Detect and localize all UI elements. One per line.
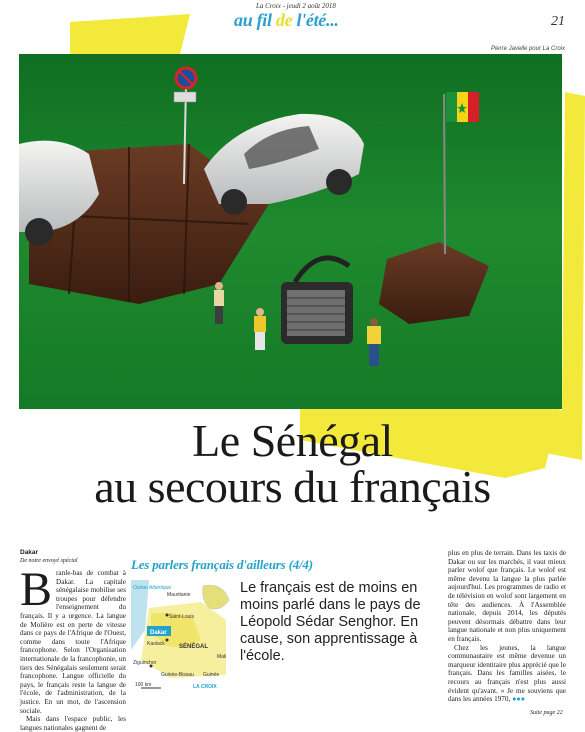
logo-part-2: de <box>275 10 297 30</box>
body-paragraph: Mais dans l'espace public, les langues nationales gagnent de <box>20 715 126 732</box>
continuation-note: Suite page 22 <box>530 710 563 716</box>
body-column-1 <box>20 563 126 732</box>
photo-credit: Pierre Javelle pour La Croix <box>490 46 565 52</box>
map-label-dakar: Dakar <box>150 630 167 636</box>
senegal-map <box>131 580 234 692</box>
main-photo <box>19 54 562 409</box>
series-title-text: Les parlers français d'ailleurs <box>131 557 289 572</box>
map-label-guinee-bissau: Guinée-Bissau <box>161 672 194 678</box>
map-label-ziguinchor: Ziguinchor <box>133 660 157 666</box>
headline-line-2: au secours du français <box>94 461 491 512</box>
map-label-ocean: Océan Atlantique <box>133 585 172 591</box>
page-number: 21 <box>551 14 565 29</box>
article-deck: Le français est de moins en moins parlé dans le pays de Léopold Sédar Senghor. En cause, son apprentissage à l'école. <box>240 580 421 664</box>
map-label-kaolack: Kaolack <box>147 641 165 647</box>
map-label-guinee: Guinée <box>203 672 220 678</box>
map-label-senegal: SÉNÉGAL <box>179 644 209 650</box>
headline-line-1: Le Sénégal <box>192 415 393 466</box>
map-label-mauritanie: Mauritanie <box>167 592 191 598</box>
headline <box>0 415 585 512</box>
byline-place: Dakar <box>20 549 39 556</box>
logo-part-1: au fil <box>234 10 276 30</box>
body-column-3 <box>448 549 566 710</box>
map-credit: LA CROIX <box>193 684 217 690</box>
header-meta: La Croix - jeudi 2 août 2018 <box>256 2 336 10</box>
section-logo <box>234 10 339 31</box>
map-label-mali: Mali <box>217 654 227 660</box>
series-title <box>131 557 313 573</box>
map-svg <box>131 580 234 692</box>
logo-part-3: l'été... <box>296 10 339 30</box>
continuation-marker: ●●● <box>512 695 526 704</box>
byline-role: De notre envoyé spécial <box>20 558 78 564</box>
body-paragraph: plus en plus de terrain. Dans les taxis de Dakar ou sur les marchés, il vaut mieux parler wolof que français. Le wolof est même devenu la langue la plus parlée aujourd'hui. Les programmes de radio et de télévision en wolof sont largement en tête des audiences. À l'Assemblée nationale, depuis 2014, les députés peuvent désormais débattre dans leur langue nationale et non plus uniquement en français. <box>448 549 566 643</box>
body-paragraph: Chez les jeunes, la langue communautaire est même devenue un marqueur identitaire plus apprécié que le français. Dans les familles aisées, le recours au français n'est plus aussi évident qu'avant. « Je me souviens que dans les années 1970, ●●● <box>448 643 566 704</box>
series-part: (4/4) <box>288 557 313 572</box>
body-paragraph: Branle-bas de combat à Dakar. La capitale sénégalaise mobilise ses troupes pour défendre l'enseignement du français. Il y a urgence. La langue de Molière est en perte de vitesse dans ce pays de l'Afrique de l'Ouest, comme dans toute l'Afrique francophone. Selon l'Organisation internationale de la francophonie, un tiers des Sénégalais seulement serait francophone. Langue officielle du pays, le français reste la langue de l'école, de l'administration, de la justice. En un mot, de l'ascension sociale. <box>20 563 126 715</box>
map-label-scale: 100 km <box>135 682 152 688</box>
map-label-saint-louis: Saint-Louis <box>169 614 195 620</box>
page-header <box>0 0 585 40</box>
drop-cap: B <box>20 563 53 616</box>
